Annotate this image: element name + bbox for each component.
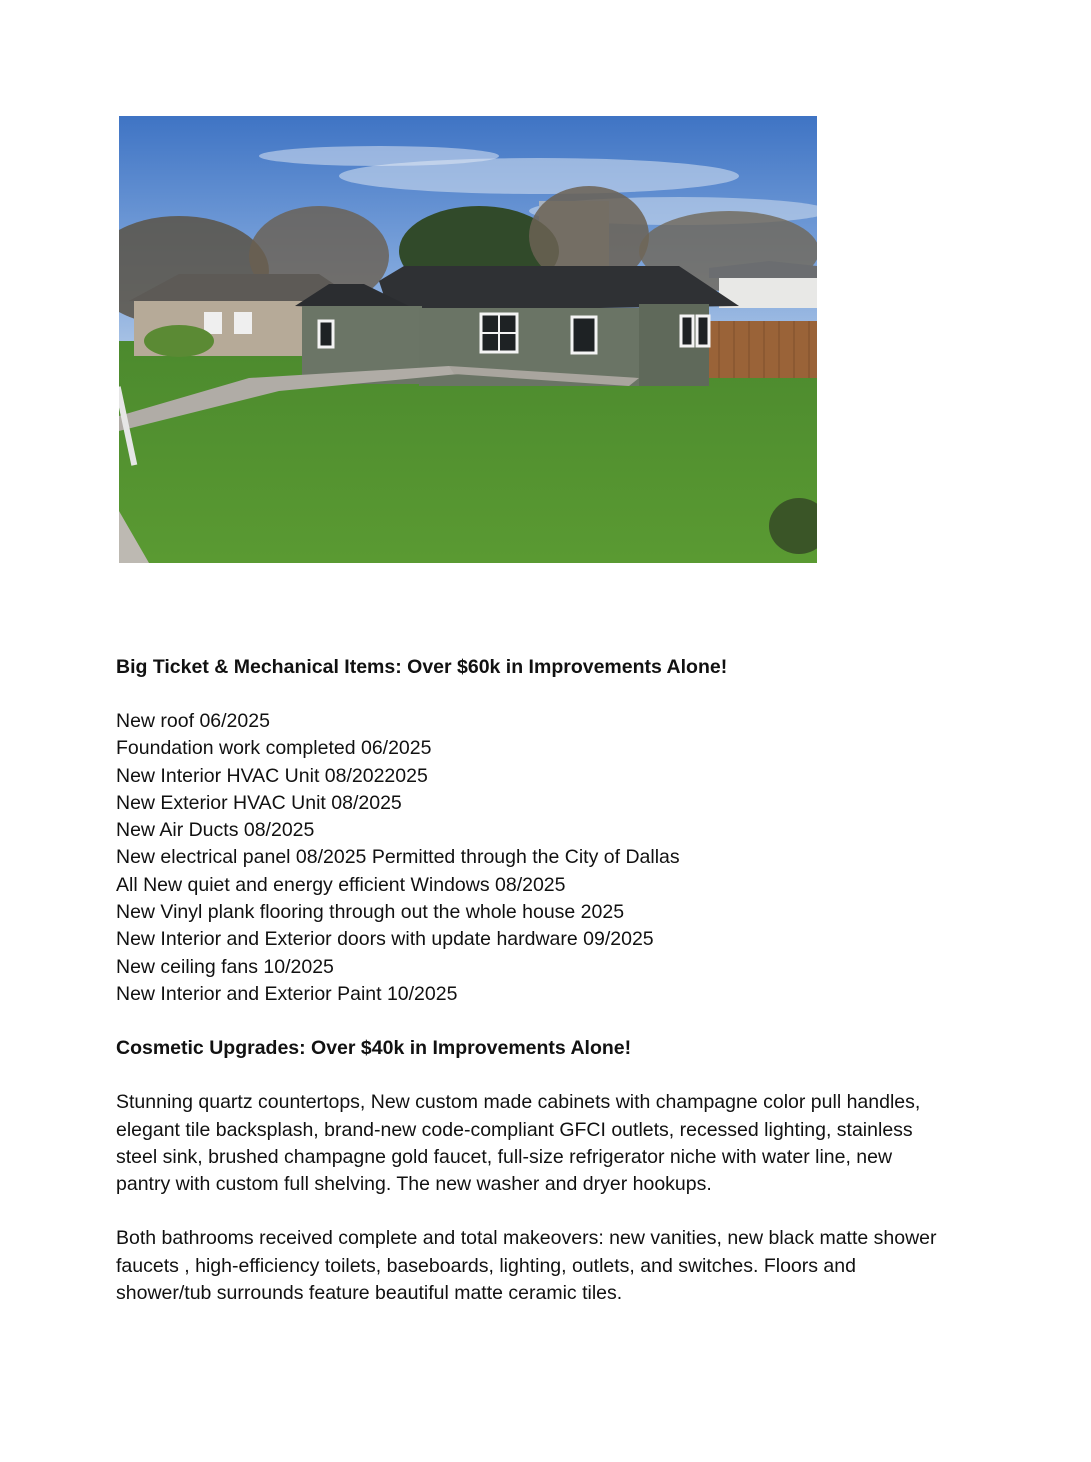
document-body (116, 654, 1016, 1334)
list-item: Foundation work completed 06/2025 (116, 737, 432, 760)
paragraph-line: steel sink, brushed champagne gold faucet, full-size refrigerator niche with water line, new (116, 1145, 893, 1168)
cosmetic-heading: Cosmetic Upgrades: Over $40k in Improvements Alone! (116, 1037, 632, 1060)
paragraph-line: Stunning quartz countertops, New custom made cabinets with champagne color pull handles, (116, 1091, 921, 1114)
bathroom-paragraph (116, 1225, 996, 1307)
house-photo-drawing (119, 116, 817, 563)
list-item: New ceiling fans 10/2025 (116, 955, 334, 978)
paragraph-line: Both bathrooms received complete and total makeovers: new vanities, new black matte shower (116, 1227, 937, 1250)
paragraph-line: pantry with custom full shelving. The new washer and dryer hookups. (116, 1173, 712, 1196)
list-item: New Air Ducts 08/2025 (116, 819, 315, 842)
mechanical-item-list (116, 708, 1016, 1008)
list-item: New Vinyl plank flooring through out the whole house 2025 (116, 901, 625, 924)
list-item: New electrical panel 08/2025 Permitted through the City of Dallas (116, 846, 680, 869)
paragraph-line: faucets , high-efficiency toilets, baseboards, lighting, outlets, and switches. Floors and (116, 1254, 856, 1277)
mechanical-heading: Big Ticket & Mechanical Items: Over $60k in Improvements Alone! (116, 656, 728, 678)
paragraph-line: shower/tub surrounds feature beautiful matte ceramic tiles. (116, 1282, 623, 1305)
list-item: New Exterior HVAC Unit 08/2025 (116, 791, 402, 814)
list-item: New Interior and Exterior Paint 10/2025 (116, 982, 458, 1005)
kitchen-paragraph (116, 1089, 996, 1198)
house-exterior-photo (119, 116, 817, 563)
list-item: New Interior HVAC Unit 08/2022025 (116, 764, 428, 787)
list-item: New Interior and Exterior doors with update hardware 09/2025 (116, 928, 654, 951)
list-item: All New quiet and energy efficient Windows 08/2025 (116, 873, 566, 896)
paragraph-line: elegant tile backsplash, brand-new code-compliant GFCI outlets, recessed lighting, stainless (116, 1118, 913, 1141)
list-item: New roof 06/2025 (116, 710, 270, 732)
